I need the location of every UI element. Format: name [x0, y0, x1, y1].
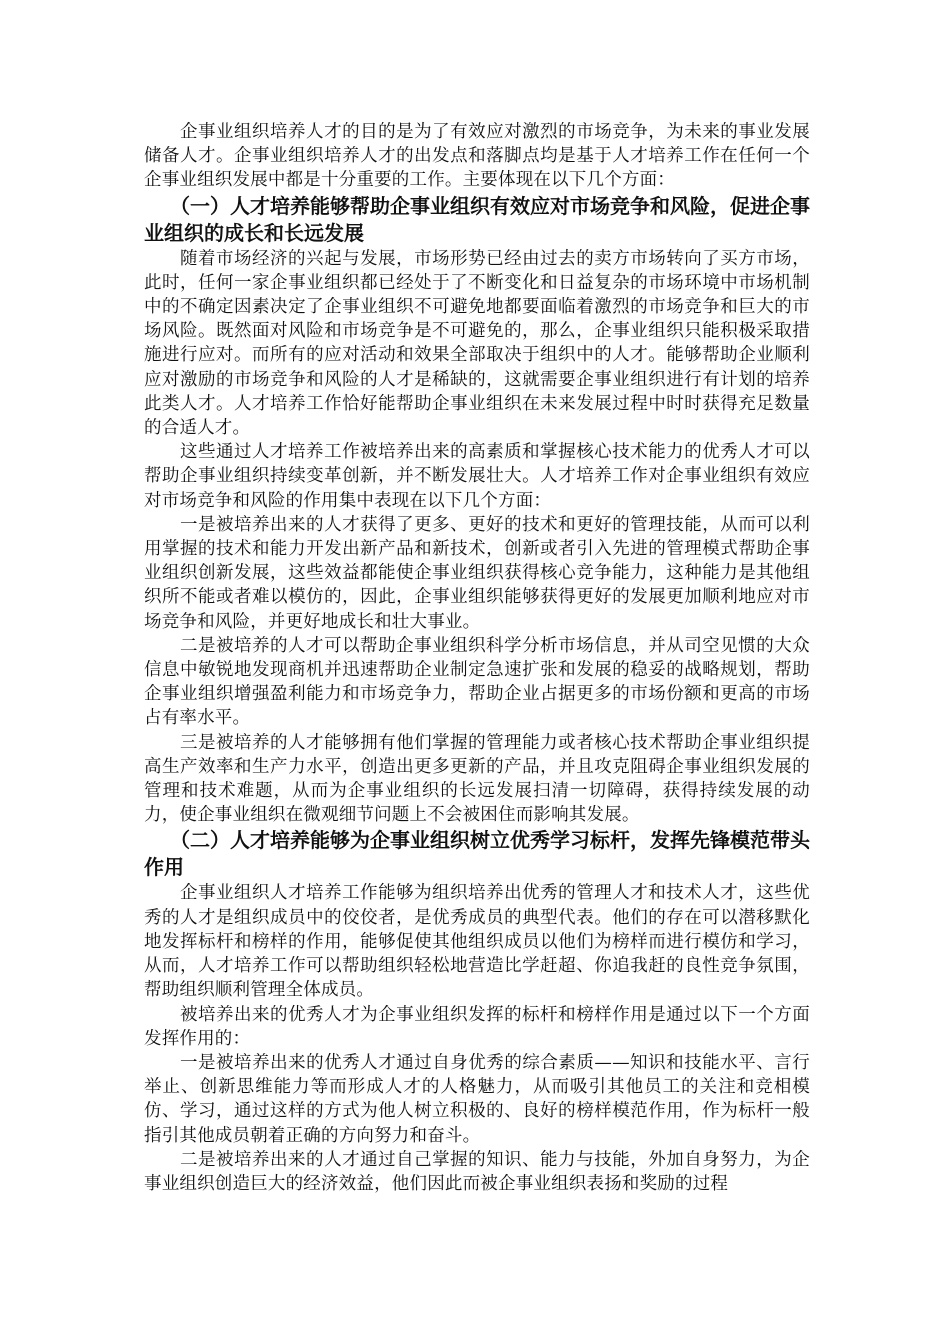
section-2-paragraph: 企事业组织人才培养工作能够为组织培养出优秀的管理人才和技术人才，这些优秀的人才是组织成员中的佼佼者，是优秀成员的典型代表。他们的存在可以潜移默化地发挥标杆和榜样的作用，能够促使其他组织成员以他们为榜样而进行模仿和学习，从而，人才培养工作可以帮助组织轻松地营造比学赶超、你追我赶的良性竞争氛围，帮助组织顺利管理全体成员。	[144, 883, 810, 1001]
section-2-paragraph: 一是被培养出来的优秀人才通过自身优秀的综合素质——知识和技能水平、言行举止、创新思维能力等而形成人才的人格魅力，从而吸引其他员工的关注和竞相模仿、学习，通过这样的方式为他人树立积极的、良好的榜样模范作用，作为标杆一般指引其他成员朝着正确的方向努力和奋斗。	[144, 1052, 810, 1146]
section-2-heading: （二）人才培养能够为企事业组织树立优秀学习标杆，发挥先锋模范带头作用	[144, 828, 810, 880]
document-page	[144, 120, 810, 1196]
section-2-paragraph: 二是被培养出来的人才通过自己掌握的知识、能力与技能，外加自身努力，为企事业组织创造巨大的经济效益，他们因此而被企事业组织表扬和奖励的过程	[144, 1149, 810, 1194]
section-2-paragraph: 被培养出来的优秀人才为企事业组织发挥的标杆和榜样作用是通过以下一个方面发挥作用的：	[144, 1004, 810, 1049]
section-1-paragraph: 三是被培养的人才能够拥有他们掌握的管理能力或者核心技术帮助企事业组织提高生产效率和生产力水平，创造出更多更新的产品，并且攻克阻碍企事业组织发展的管理和技术难题，从而为企事业组织的长远发展扫清一切障碍，获得持续发展的动力，使企事业组织在微观细节问题上不会被困住而影响其发展。	[144, 732, 810, 826]
section-1-paragraph: 一是被培养出来的人才获得了更多、更好的技术和更好的管理技能，从而可以利用掌握的技术和能力开发出新产品和新技术，创新或者引入先进的管理模式帮助企事业组织创新发展，这些效益都能使企事业组织获得核心竞争能力，这种能力是其他组织所不能或者难以模仿的，因此，企事业组织能够获得更好的发展更加顺利地应对市场竞争和风险，并更好地成长和壮大事业。	[144, 514, 810, 632]
intro-paragraph: 企事业组织培养人才的目的是为了有效应对激烈的市场竞争，为未来的事业发展储备人才。企事业组织培养人才的出发点和落脚点均是基于人才培养工作在任何一个企事业组织发展中都是十分重要的工作。主要体现在以下几个方面：	[144, 122, 810, 191]
section-1-paragraph: 二是被培养的人才可以帮助企事业组织科学分析市场信息，并从司空见惯的大众信息中敏锐地发现商机并迅速帮助企业制定急速扩张和发展的稳妥的战略规划，帮助企事业组织增强盈利能力和市场竞争力，帮助企业占据更多的市场份额和更高的市场占有率水平。	[144, 635, 810, 729]
section-1-paragraph: 这些通过人才培养工作被培养出来的高素质和掌握核心技术能力的优秀人才可以帮助企事业组织持续变革创新，并不断发展壮大。人才培养工作对企事业组织有效应对市场竞争和风险的作用集中表现在以下几个方面：	[144, 442, 810, 511]
section-1-heading: （一）人才培养能够帮助企事业组织有效应对市场竞争和风险，促进企事业组织的成长和长远发展	[144, 193, 810, 245]
section-1-paragraph: 随着市场经济的兴起与发展，市场形势已经由过去的卖方市场转向了买方市场，此时，任何一家企事业组织都已经处于了不断变化和日益复杂的市场环境中市场机制中的不确定因素决定了企事业组织不可避免地都要面临着激烈的市场竞争和巨大的市场风险。既然面对风险和市场竞争是不可避免的，那么，企事业组织只能积极采取措施进行应对。而所有的应对活动和效果全部取决于组织中的人才。能够帮助企业顺利应对激励的市场竞争和风险的人才是稀缺的，这就需要企事业组织进行有计划的培养此类人才。人才培养工作恰好能帮助企事业组织在未来发展过程中时时获得充足数量的合适人才。	[144, 248, 810, 439]
